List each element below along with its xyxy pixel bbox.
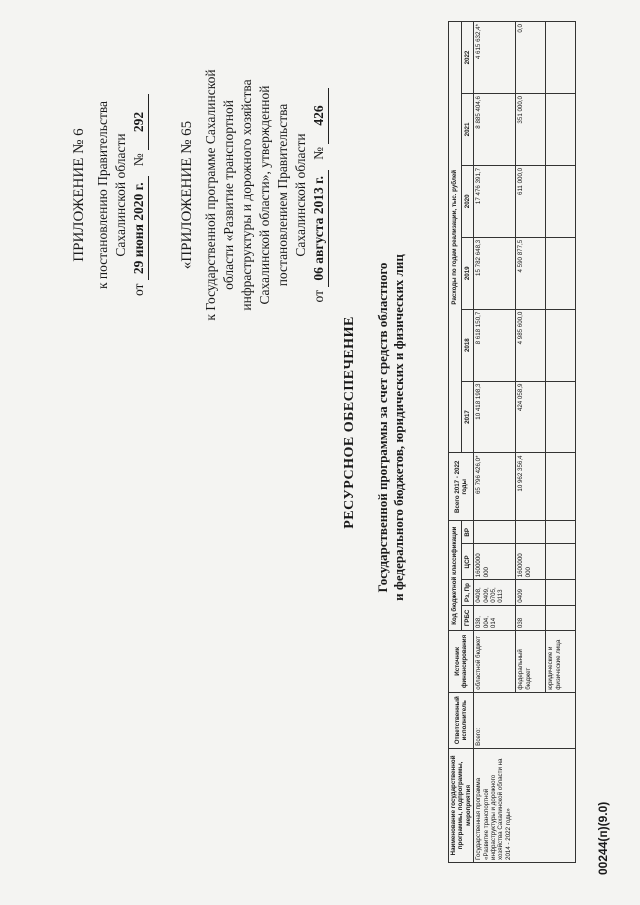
- header-csr: ЦСР: [461, 544, 474, 580]
- rzpr-cell: 0409: [516, 580, 546, 605]
- value-2018: [546, 309, 576, 381]
- total-cell: 65 796 426,0*: [474, 453, 516, 521]
- appendix-6-title: ПРИЛОЖЕНИЕ № 6: [71, 128, 87, 262]
- appendix-6-date-line: от 29 июня 2020 г. № 292: [130, 45, 149, 345]
- value-2019: 15 782 648,3: [474, 237, 516, 309]
- header-rzpr: Рз, Пр: [461, 580, 474, 605]
- appendix-6-line-1: к постановлению Правительства: [95, 100, 110, 290]
- header-vr: ВР: [461, 521, 474, 544]
- value-2017: [546, 381, 576, 453]
- header-budget-code: Код бюджетной классификации: [449, 521, 462, 631]
- header-year-2022: 2022: [461, 22, 474, 94]
- grbs-cell: 038: [516, 605, 546, 630]
- value-2019: [546, 237, 576, 309]
- csr-cell: [546, 544, 576, 580]
- header-year-2017: 2017: [461, 381, 474, 453]
- subtitle-line-1: Государственной программы за счет средств областного: [375, 262, 390, 593]
- value-2018: 8 618 150,7: [474, 309, 516, 381]
- program-name: Государственная программа «Развитие транспортной инфраструктуры и дорожного хозяйства Сахалинской области на 2014 - 2022 годы»: [474, 748, 576, 862]
- header-source: Источник финансирования: [449, 631, 474, 693]
- header-year-2021: 2021: [461, 94, 474, 166]
- value-2020: [546, 165, 576, 237]
- csr-cell: 1600000 000: [474, 544, 516, 580]
- appendix-65-line-5: постановлением Правительства: [275, 103, 290, 287]
- value-2021: 351 000,0: [516, 94, 546, 166]
- vr-cell: [516, 521, 546, 544]
- appendix-6-line-2: Сахалинской области: [113, 133, 128, 257]
- value-2022: 0,0: [516, 22, 546, 94]
- subtitle-line-2: и федерального бюджетов, юридических и физических лиц: [391, 254, 406, 601]
- header-years: Расходы по годам реализации, тыс. рублей: [449, 22, 462, 453]
- table-row: [474, 22, 516, 863]
- appendix-65-line-6: Сахалинской области: [293, 133, 308, 257]
- document-subtitle: [375, 0, 407, 905]
- header-total: Всего 2017 - 2022 годы: [449, 453, 474, 521]
- header-grbs: ГРБС: [461, 605, 474, 630]
- rzpr-cell: [546, 580, 576, 605]
- value-2018: 4 985 600,0: [516, 309, 546, 381]
- appendix-65-line-1: к Государственной программе Сахалинской: [203, 69, 218, 321]
- document-title: [342, 0, 358, 905]
- header-year-2020: 2020: [461, 165, 474, 237]
- csr-cell: 1600000 000: [516, 544, 546, 580]
- source-cell: областной бюджет: [474, 631, 516, 693]
- appendix-65-block: [178, 30, 329, 360]
- vr-cell: [474, 521, 516, 544]
- header-name: Наименование государственной программы, подпрограммы, мероприятия: [449, 748, 474, 862]
- appendix-6-block: [70, 45, 149, 345]
- value-2020: 611 000,0: [516, 165, 546, 237]
- total-cell: [546, 453, 576, 521]
- header-year-2018: 2018: [461, 309, 474, 381]
- appendix-65-date: 06 августа 2013 г.: [310, 170, 329, 287]
- header-responsible: Ответственный исполнитель: [449, 692, 474, 748]
- value-2022: [546, 22, 576, 94]
- source-cell: юридические и физические лица: [546, 631, 576, 693]
- grbs-cell: 038, 004, 014: [474, 605, 516, 630]
- appendix-65-title: «ПРИЛОЖЕНИЕ № 65: [179, 120, 195, 270]
- header-year-2019: 2019: [461, 237, 474, 309]
- value-2020: 17 476 391,7: [474, 165, 516, 237]
- value-2021: [546, 94, 576, 166]
- value-2017: 10 418 198,3: [474, 381, 516, 453]
- resource-table: [448, 21, 576, 863]
- title-main: РЕСУРСНОЕ ОБЕСПЕЧЕНИЕ: [342, 316, 357, 529]
- total-cell: 10 962 356,4: [516, 453, 546, 521]
- appendix-65-line-3: инфраструктуры и дорожного хозяйства: [239, 79, 254, 311]
- appendix-65-line-2: области «Развитие транспортной: [221, 100, 236, 290]
- value-2022: 4 615 632,4*: [474, 22, 516, 94]
- grbs-cell: [546, 605, 576, 630]
- value-2019: 4 590 877,5: [516, 237, 546, 309]
- appendix-6-number: 292: [130, 94, 149, 150]
- appendix-6-date: 29 июня 2020 г.: [130, 176, 149, 280]
- rzpr-cell: 0408, 0409, 0705, 0113: [474, 580, 516, 605]
- source-cell: федеральный бюджет: [516, 631, 546, 693]
- appendix-65-line-4: Сахалинской области», утвержденной: [257, 85, 272, 305]
- appendix-65-date-line: от 06 августа 2013 г. № 426: [310, 30, 329, 360]
- value-2017: 424 058,9: [516, 381, 546, 453]
- value-2021: 8 885 404,6: [474, 94, 516, 166]
- responsible-cell: Всего:: [474, 692, 576, 748]
- vr-cell: [546, 521, 576, 544]
- footer-code: 00244(п)(9.0): [596, 801, 610, 875]
- appendix-65-number: 426: [310, 88, 329, 144]
